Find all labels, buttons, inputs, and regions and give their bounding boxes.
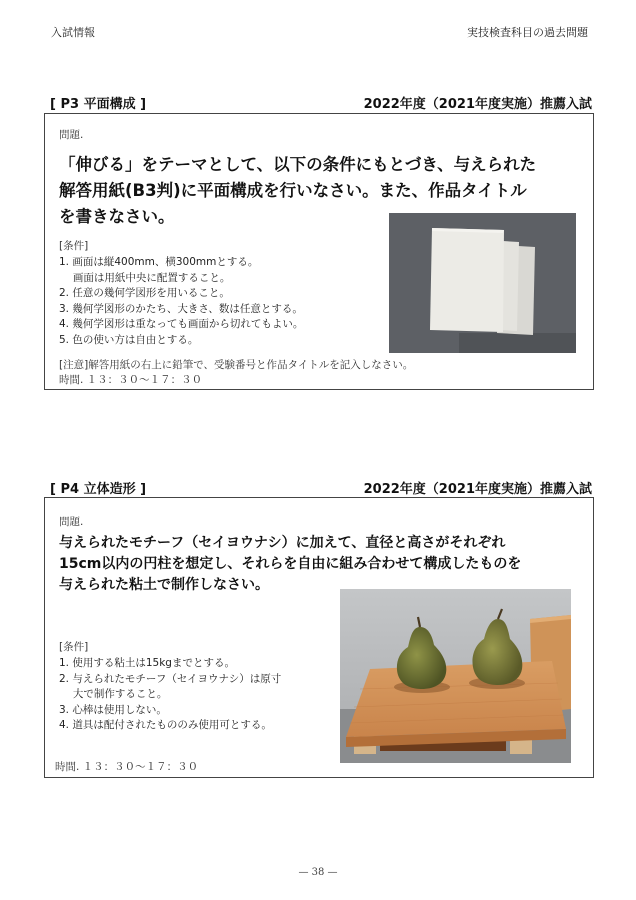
p3-note: [注意]解答用紙の右上に鉛筆で、受験番号と作品タイトルを記入しなさい。 xyxy=(59,359,414,371)
p4-conditions-label: [条件] xyxy=(59,641,89,653)
p4-question-line: 15cm以内の円柱を想定し、それらを自由に組み合わせて構成したものを xyxy=(59,556,522,572)
p4-question-line: 与えられたモチーフ（セイヨウナシ）に加えて、直径と高さがそれぞれ xyxy=(59,535,506,551)
p3-question-label: 問題. xyxy=(59,129,84,141)
p3-conditions-list xyxy=(59,255,303,348)
p3-section-label: [ P3 平面構成 ] xyxy=(50,97,147,112)
pears-on-board-image xyxy=(340,589,571,763)
p4-condition-item: 3. 心棒は使用しない。 xyxy=(59,703,167,716)
p3-question-box xyxy=(44,113,594,390)
p3-condition-item: 5. 色の使い方は自由とする。 xyxy=(59,333,199,346)
p4-section-label: [ P4 立体造形 ] xyxy=(50,482,147,497)
p3-photo-paper xyxy=(389,213,576,353)
p3-question-line: を書きなさい。 xyxy=(59,207,175,226)
p4-photo-pears xyxy=(340,589,571,763)
p4-time: 時間. １３：３０〜１７：３０ xyxy=(55,761,199,773)
p4-condition-item: 大で制作すること。 xyxy=(59,688,168,700)
paper-sheets-image xyxy=(389,213,576,353)
header-left: 入試情報 xyxy=(51,26,95,39)
p4-condition-item: 2. 与えられたモチーフ（セイヨウナシ）は原寸 xyxy=(59,672,282,685)
p4-year-label: 2022年度（2021年度実施）推薦入試 xyxy=(363,482,592,497)
header-right: 実技検査科目の過去問題 xyxy=(467,26,588,39)
p3-question-line: 解答用紙(B3判)に平面構成を行いなさい。また、作品タイトル xyxy=(59,181,527,200)
p4-question-box xyxy=(44,497,594,778)
p4-condition-item: 4. 道具は配付されたもののみ使用可とする。 xyxy=(59,719,272,731)
p3-condition-item: 4. 幾何学図形は重なっても画面から切れてもよい。 xyxy=(59,318,304,330)
p3-condition-item: 画面は用紙中央に配置すること。 xyxy=(59,271,231,284)
page-number: — 38 — xyxy=(298,867,338,878)
p3-conditions-label: [条件] xyxy=(59,240,89,252)
p4-conditions-list xyxy=(59,656,281,734)
p4-question-line: 与えられた粘土で制作しなさい。 xyxy=(59,577,269,593)
p4-question-label: 問題. xyxy=(59,516,84,528)
p3-condition-item: 2. 任意の幾何学図形を用いること。 xyxy=(59,287,230,299)
p3-question-line: 「伸びる」をテーマとして、以下の条件にもとづき、与えられた xyxy=(59,155,537,174)
p4-question-text xyxy=(59,533,521,596)
p3-condition-item: 1. 画面は縦400mm、横300mmとする。 xyxy=(59,256,259,268)
p3-condition-item: 3. 幾何学図形のかたち、大きさ、数は任意とする。 xyxy=(59,302,303,315)
p4-condition-item: 1. 使用する粘土は15kgまでとする。 xyxy=(59,657,235,669)
p3-time: 時間. １３：３０〜１７：３０ xyxy=(59,374,203,386)
p3-year-label: 2022年度（2021年度実施）推薦入試 xyxy=(363,97,592,112)
